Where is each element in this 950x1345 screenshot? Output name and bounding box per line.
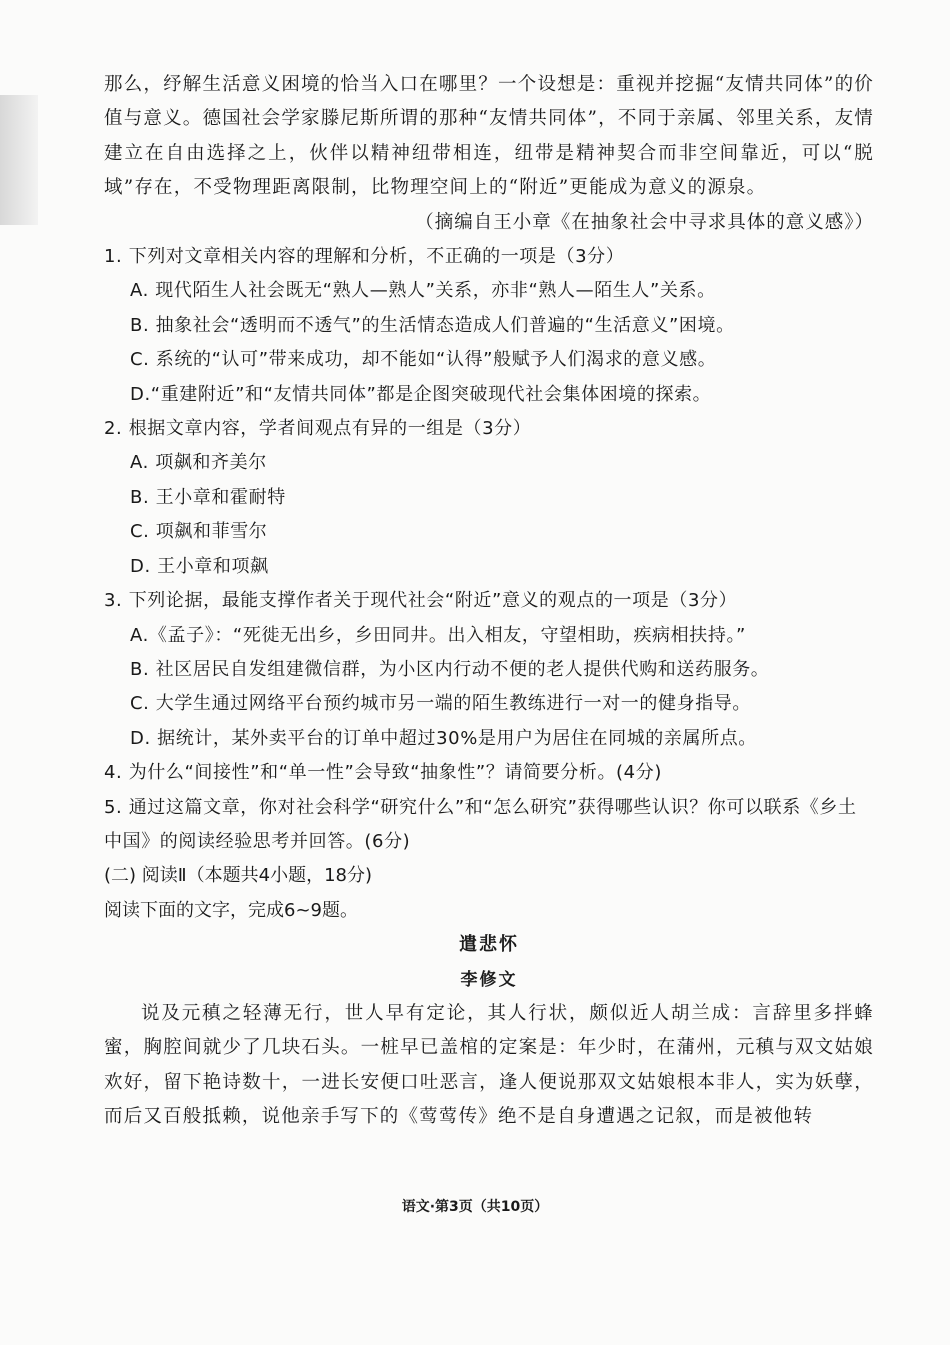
option-c: C. 系统的“认可”带来成功，却不能如“认得”般赋予人们渴求的意义感。	[130, 349, 717, 371]
option-a: A. 现代陌生人社会既无“熟人—熟人”关系，亦非“熟人—陌生人”关系。	[130, 280, 716, 302]
option-b: B. 王小章和霍耐特	[130, 486, 286, 508]
question-stem: 3. 下列论据，最能支撑作者关于现代社会“附近”意义的观点的一项是（3分）	[104, 590, 738, 612]
article-author: 李修文	[460, 969, 518, 990]
question-stem: 2. 根据文章内容，学者间观点有异的一组是（3分）	[104, 418, 532, 440]
question-stem: 5. 通过这篇文章，你对社会科学“研究什么”和“怎么研究”获得哪些认识？你可以联系《乡土中国》的阅读经验思考并回答。(6分)	[104, 796, 857, 852]
option-c: C. 项飙和菲雪尔	[130, 521, 268, 543]
article-body: 说及元稹之轻薄无行，世人早有定论，其人行状，颇似近人胡兰成：言辞里多拌蜂蜜，胸腔间就少了几块石头。一桩早已盖棺的定案是：年少时，在蒲州，元稹与双文姑娘欢好，留下艳诗数十，一进长安便口吐恶言，逢人便说那双文姑娘根本非人，实为妖孽，而后又百般抵赖，说他亲手写下的《莺莺传》绝不是自身遭遇之记叙，而是被他转	[104, 1002, 874, 1128]
passage-intro-paragraph: 那么，纾解生活意义困境的恰当入口在哪里？一个设想是：重视并挖掘“友情共同体”的价值与意义。德国社会学家滕尼斯所谓的那种“友情共同体”，不同于亲属、邻里关系，友情建立在自由选择之上，伙伴以精神纽带相连，纽带是精神契合而非空间靠近，可以“脱域”存在，不受物理距离限制，比物理空间上的“附近”更能成为意义的源泉。	[104, 74, 874, 199]
option-d: D. 王小章和项飙	[130, 555, 269, 577]
article-title: 遣悲怀	[459, 934, 519, 956]
question-2	[104, 412, 874, 584]
option-b: B. 抽象社会“透明而不透气”的生活情态造成人们普遍的“生活意义”困境。	[130, 314, 735, 336]
question-3	[104, 584, 874, 756]
section-instruction: 阅读下面的文字，完成6~9题。	[104, 899, 358, 921]
option-b: B. 社区居民自发组建微信群，为小区内行动不便的老人提供代购和送药服务。	[130, 658, 770, 680]
page-content	[104, 68, 874, 1135]
question-stem: 1. 下列对文章相关内容的理解和分析，不正确的一项是（3分）	[104, 246, 625, 268]
page-footer: 语文·第3页（共10页）	[401, 1199, 549, 1215]
option-a: A.《孟子》：“死徙无出乡，乡田同井。出入相友，守望相助，疾病相扶持。”	[130, 624, 746, 646]
option-d: D. 据统计，某外卖平台的订单中超过30%是用户为居住在同城的亲属所点。	[130, 727, 757, 749]
question-4	[104, 756, 874, 790]
option-a: A. 项飙和齐美尔	[130, 452, 267, 474]
question-5	[104, 791, 874, 860]
question-stem: 4. 为什么“间接性”和“单一性”会导致“抽象性”？请简要分析。(4分)	[104, 762, 662, 784]
scan-shadow	[0, 95, 38, 225]
passage-source: （摘编自王小章《在抽象社会中寻求具体的意义感》）	[415, 211, 874, 233]
question-1	[104, 240, 874, 412]
option-c: C. 大学生通过网络平台预约城市另一端的陌生教练进行一对一的健身指导。	[130, 693, 752, 715]
option-d: D.“重建附近”和“友情共同体”都是企图突破现代社会集体困境的探索。	[130, 383, 712, 405]
section-heading: (二) 阅读Ⅱ（本题共4小题，18分)	[104, 865, 373, 887]
